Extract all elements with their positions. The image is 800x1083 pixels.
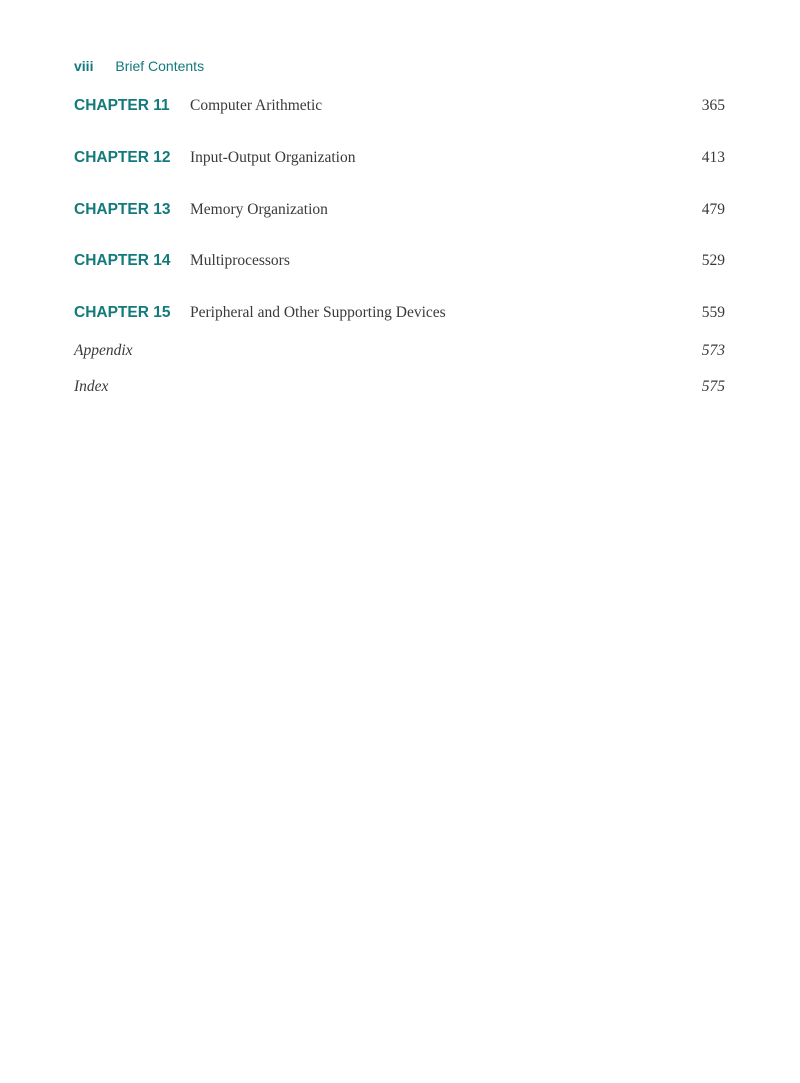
chapter-page-number: 559 [701,304,725,321]
toc-entry-index [74,376,725,398]
back-matter-page-number: 573 [701,342,725,359]
chapter-title: Peripheral and Other Supporting Devices [190,304,446,321]
chapter-page-number: 365 [701,97,725,114]
back-matter-title: Appendix [74,342,133,359]
running-head-title: Brief Contents [115,58,205,74]
chapter-title: Multiprocessors [190,252,290,269]
back-matter-page-number: 575 [701,378,725,395]
chapter-label: CHAPTER 14 [74,252,171,269]
toc-entry-chapter-12 [74,147,725,169]
chapter-title: Input-Output Organization [190,149,356,166]
toc-entry-chapter-13 [74,199,725,221]
chapter-page-number: 413 [701,149,725,166]
chapter-label: CHAPTER 12 [74,149,171,166]
chapter-label: CHAPTER 11 [74,97,170,114]
page-folio: viii [74,58,94,74]
chapter-page-number: 479 [701,201,725,218]
running-head [74,58,204,74]
chapter-label: CHAPTER 13 [74,201,171,218]
back-matter-title: Index [74,378,109,395]
toc-entry-appendix [74,340,725,362]
toc-entry-chapter-14 [74,250,725,272]
chapter-label: CHAPTER 15 [74,304,171,321]
chapter-title: Computer Arithmetic [190,97,323,114]
chapter-title: Memory Organization [190,201,328,218]
toc-entry-chapter-15 [74,302,725,324]
toc-entry-chapter-11 [74,95,725,117]
chapter-page-number: 529 [701,252,725,269]
